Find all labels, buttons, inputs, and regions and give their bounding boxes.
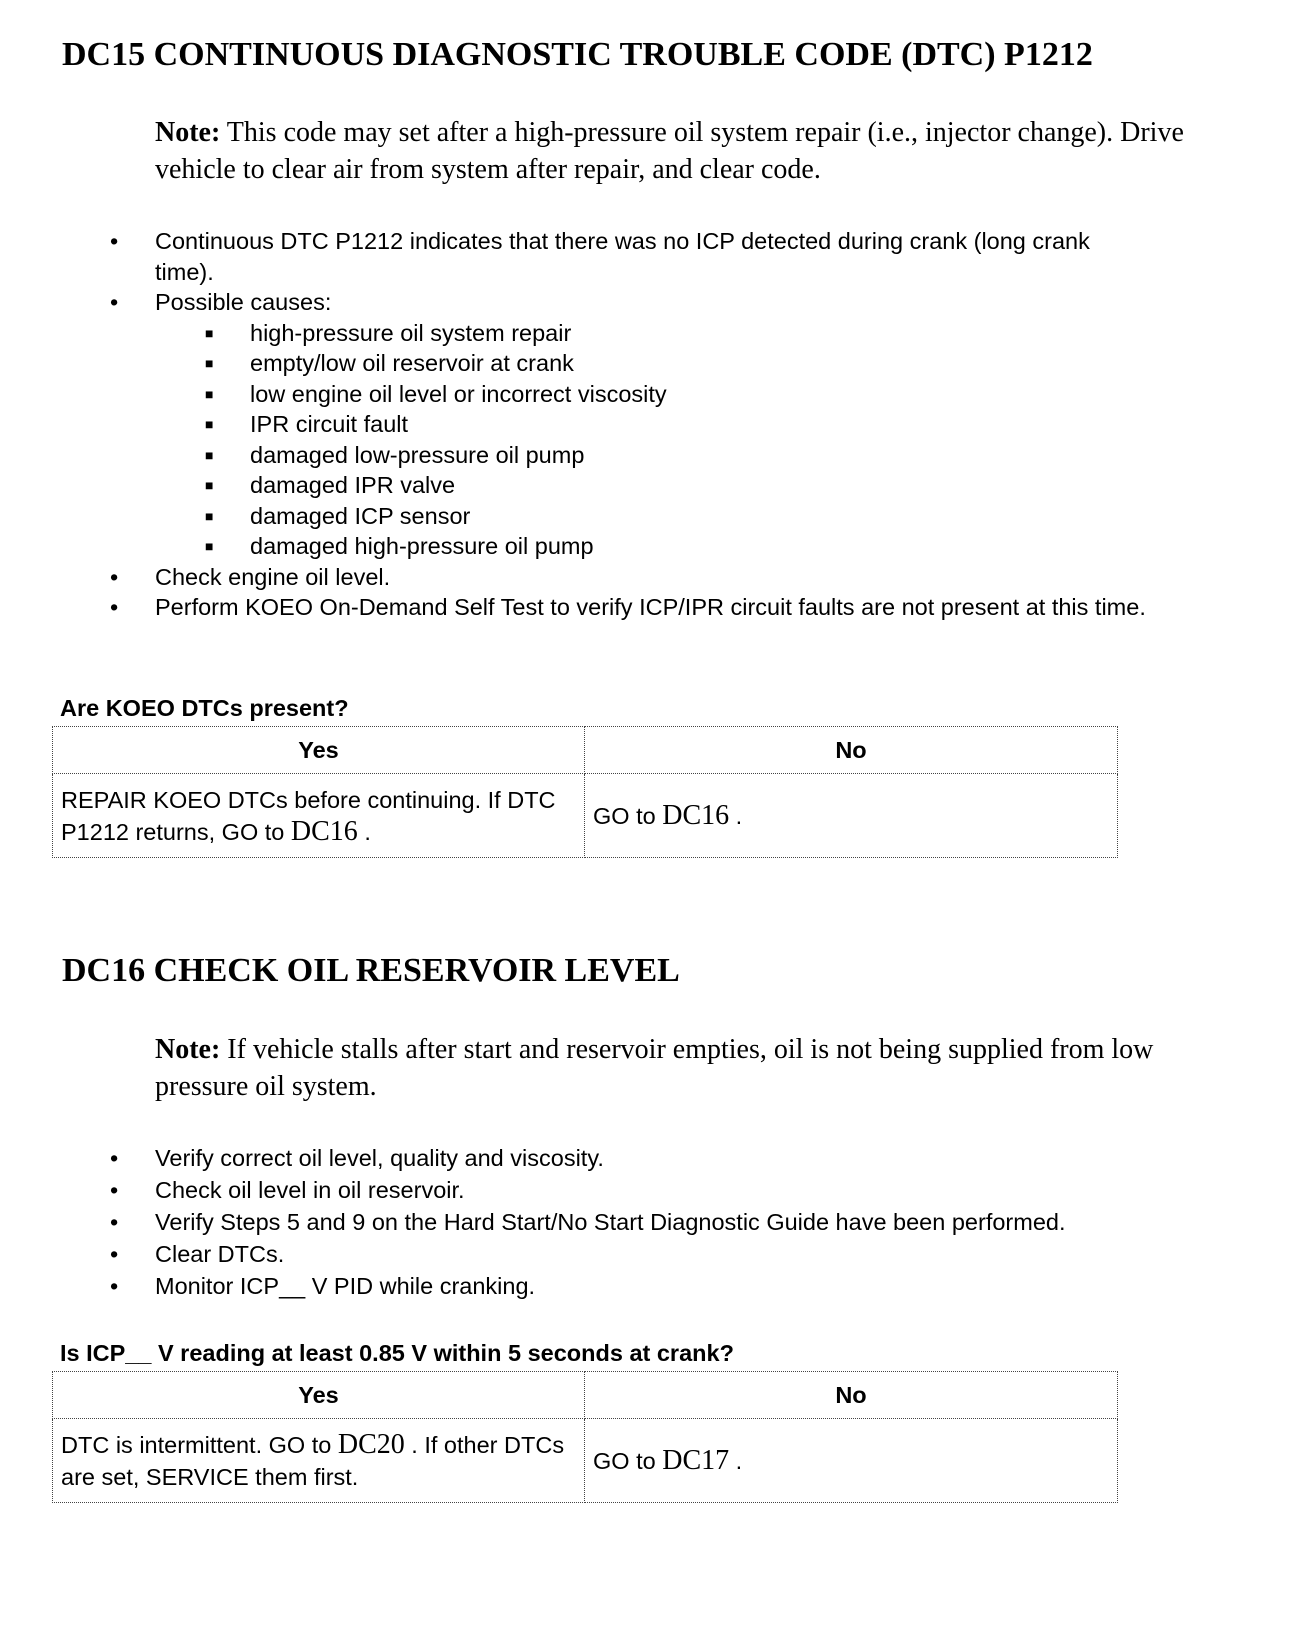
dc16-decision-table [52, 1371, 1118, 1503]
list-item [0, 1238, 1200, 1270]
bullet-icon: • [110, 289, 119, 315]
list-item-text: Possible causes: [155, 289, 332, 315]
sub-list-item [0, 318, 1200, 349]
dc15-question: Are KOEO DTCs present? [60, 695, 349, 721]
dc16-note [155, 1031, 1185, 1105]
square-bullet-icon: ■ [205, 324, 214, 341]
note-text: This code may set after a high-pressure oil system repair (i.e., injector change). Drive vehicle to clear air from system after repair, and clear code. [155, 117, 1184, 185]
bullet-icon: • [110, 563, 119, 590]
dc15-bullet-list [0, 226, 1200, 623]
no-header: No [585, 1372, 1118, 1419]
bullet-icon: • [110, 1145, 119, 1171]
yes-text: REPAIR KOEO DTCs before continuing. If DTC P1212 returns, GO to [61, 786, 556, 845]
square-bullet-icon: ■ [205, 507, 214, 524]
square-bullet-icon: ■ [205, 385, 214, 402]
sub-list-item [0, 440, 1200, 471]
no-header: No [585, 727, 1118, 774]
sub-list-item [0, 470, 1200, 501]
no-text: GO to [593, 802, 663, 829]
list-item [0, 1174, 1200, 1206]
list-item-text: damaged ICP sensor [250, 502, 471, 529]
list-item-text: Monitor ICP__ V PID while cranking. [155, 1273, 536, 1299]
sub-list-item [0, 501, 1200, 532]
bullet-icon: • [110, 1209, 119, 1235]
list-item-text: Clear DTCs. [155, 1241, 285, 1267]
list-item-text: damaged high-pressure oil pump [250, 533, 594, 559]
bullet-icon: • [110, 1273, 119, 1299]
list-item-text: damaged IPR valve [250, 472, 456, 498]
list-item [0, 592, 1200, 623]
list-item-text: damaged low-pressure oil pump [250, 441, 585, 468]
no-cell [585, 774, 1118, 858]
square-bullet-icon: ■ [205, 416, 214, 432]
square-bullet-icon: ■ [205, 446, 214, 463]
no-end: . [729, 802, 743, 829]
list-item-text: low engine oil level or incorrect viscosity [250, 380, 667, 407]
square-bullet-icon: ■ [205, 538, 214, 554]
list-item-text: Continuous DTC P1212 indicates that there was no ICP detected during crank (long crank time). [155, 228, 1090, 285]
note-label: Note: [155, 117, 221, 148]
yes-cell [53, 774, 585, 858]
dc15-note [155, 114, 1185, 188]
list-item-text: Verify Steps 5 and 9 on the Hard Start/No Start Diagnostic Guide have been performed. [155, 1209, 1066, 1235]
sub-list-item [0, 409, 1200, 440]
dc16-bullet-list [0, 1142, 1200, 1302]
list-item [0, 1142, 1200, 1174]
no-cell [585, 1419, 1118, 1503]
list-item-text: Verify correct oil level, quality and viscosity. [155, 1145, 604, 1171]
yes-end: . [357, 818, 371, 845]
note-text: If vehicle stalls after start and reservoir empties, oil is not being supplied from low pressure oil system. [155, 1034, 1154, 1102]
list-item [0, 1270, 1200, 1302]
yes-cell [53, 1419, 585, 1503]
note-label: Note: [155, 1034, 221, 1065]
no-text: GO to [593, 1447, 663, 1474]
list-item-text: Check oil level in oil reservoir. [155, 1177, 465, 1203]
list-item-text: Perform KOEO On-Demand Self Test to verify ICP/IPR circuit faults are not present at this time. [155, 594, 1146, 620]
yes-text: DTC is intermittent. GO to [61, 1431, 338, 1458]
list-item-text: Check engine oil level. [155, 563, 391, 590]
dc16-link[interactable]: DC16 [662, 799, 730, 831]
dc16-question: Is ICP__ V reading at least 0.85 V within 5 seconds at crank? [60, 1340, 734, 1366]
bullet-icon: • [110, 594, 119, 620]
list-item [0, 226, 1200, 287]
list-item-text: empty/low oil reservoir at crank [250, 350, 574, 376]
square-bullet-icon: ■ [205, 355, 214, 371]
dc16-title: DC16 CHECK OIL RESERVOIR LEVEL [62, 952, 680, 989]
dc17-link[interactable]: DC17 [662, 1444, 730, 1476]
dc15-title: DC15 CONTINUOUS DIAGNOSTIC TROUBLE CODE (DTC) P1212 [62, 36, 1093, 73]
square-bullet-icon: ■ [205, 477, 214, 493]
dc20-link[interactable]: DC20 [337, 1428, 405, 1460]
yes-text-end: . If other DTCs are set, SERVICE them first. [61, 1431, 565, 1490]
list-item-text: high-pressure oil system repair [250, 319, 572, 346]
dc16-link[interactable]: DC16 [290, 815, 358, 847]
sub-list-item [0, 379, 1200, 410]
sub-list-item [0, 531, 1200, 562]
bullet-icon: • [110, 1241, 119, 1267]
list-item [0, 287, 1200, 318]
no-end: . [729, 1447, 743, 1474]
yes-header: Yes [53, 1372, 585, 1419]
list-item [0, 1206, 1200, 1238]
yes-header: Yes [53, 727, 585, 774]
dc15-decision-table [52, 726, 1118, 858]
sub-list-item [0, 348, 1200, 379]
list-item-text: IPR circuit fault [250, 411, 409, 437]
list-item [0, 562, 1200, 593]
bullet-icon: • [110, 228, 119, 254]
bullet-icon: • [110, 1177, 119, 1203]
